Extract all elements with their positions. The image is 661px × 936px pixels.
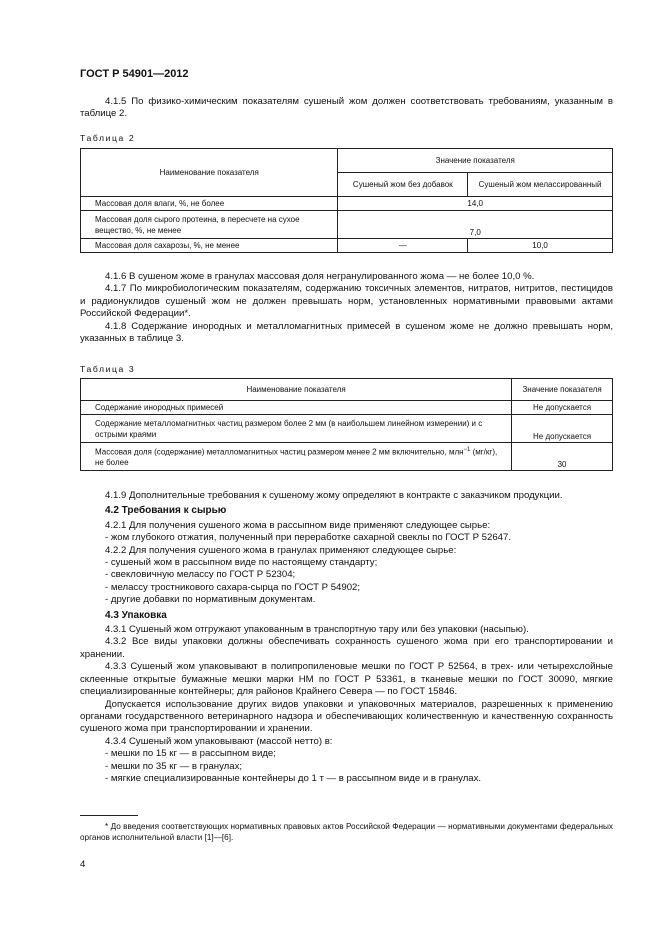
list-item: - мешки по 35 кг — в гранулах;	[105, 760, 243, 772]
table-3-row-1-name: Содержание инородных примесей	[81, 401, 512, 415]
list-item: - свекловичную мелассу по ГОСТ Р 52304;	[105, 569, 296, 581]
table-row	[81, 211, 613, 239]
table-2-row-1-value: 14,0	[338, 197, 613, 211]
table-3-row-3-name-b: (мг/кг), не более	[95, 447, 498, 468]
heading-4-3: 4.3 Упаковка	[105, 609, 167, 621]
table-3	[80, 378, 613, 471]
paragraph-4-1-8: 4.1.8 Содержание инородных и металломагнитных примесей в сушеном жоме не должно превышать норм, указанных в таблице 3.	[80, 320, 613, 345]
table-3-row-3-name-a: Массовая доля (содержание) металломагнитных частиц размером менее 2 мм включительно, млн	[95, 447, 464, 457]
paragraph-4-2-1: 4.2.1 Для получения сушеного жома в рассыпном виде применяют следующее сырье:	[105, 519, 491, 531]
table-2	[80, 148, 613, 253]
section-4-1-6-to-4-1-8	[80, 271, 613, 345]
list-item: - другие добавки по нормативным документам.	[105, 594, 316, 606]
section-4-1-9-to-4-3	[80, 490, 613, 785]
paragraph-4-3-3: 4.3.3 Сушеный жом упаковывают в полипропиленовые мешки по ГОСТ Р 52564, в трех- или четырехслойные склеенные открытые бумажные мешки марки НМ по ГОСТ Р 53361, в тканевые мешки по ГОСТ 30090, мягкие специализированные контейнеры; для районов Крайнего Севера — по ГОСТ 15846.	[80, 661, 613, 698]
table-row	[81, 443, 613, 471]
table-3-row-3-sup: −1	[463, 446, 471, 453]
table-row	[81, 401, 613, 415]
page-number: 4	[80, 859, 86, 870]
paragraph-4-1-7: 4.1.7 По микробиологическим показателям, содержанию токсичных элементов, нитратов, нитритов, пестицидов и радионуклидов сушеный жом не должен превышать норм, установленных нормативными правовыми актами Российской Федерации*.	[80, 283, 613, 320]
table-row	[81, 239, 613, 253]
table-3-row-1-value: Не допускается	[512, 401, 613, 415]
footnote-text: * До введения соответствующих нормативных правовых актов Российской Федерации — нормативными документами федеральных органов исполнительной власти [1]—[6].	[80, 822, 613, 842]
table-2-row-2-value: 7,0	[338, 211, 613, 239]
list-item: - жом глубокого отжатия, полученный при переработке сахарной свеклы по ГОСТ Р 52647.	[105, 532, 511, 544]
paragraph-4-1-9: 4.1.9 Дополнительные требования к сушеному жому определяют в контракте с заказчиком продукции.	[105, 490, 563, 501]
table-2-row-3-col1: —	[338, 239, 468, 253]
paragraph-4-3-2: 4.3.2 Все виды упаковки должны обеспечивать сохранность сушеного жома при его транспортировании и хранении.	[80, 636, 613, 660]
table-row	[81, 415, 613, 443]
table-2-header-value: Значение показателя	[338, 149, 613, 173]
table-2-row-3-name: Массовая доля сахарозы, %, не менее	[81, 239, 338, 253]
table-2-header-col2: Сушеный жом мелассированный	[468, 173, 613, 197]
table-3-header-name: Наименование показателя	[81, 379, 512, 401]
table-2-header-name: Наименование показателя	[81, 149, 338, 197]
table-3-row-2-name: Содержание металломагнитных частиц размером более 2 мм (в наибольшем линейном измерении) и с острыми краями	[81, 415, 512, 443]
table-3-caption: Таблица 3	[80, 364, 136, 374]
table-3-header-value: Значение показателя	[512, 379, 613, 401]
footnote	[80, 821, 613, 843]
paragraph-allowed-packaging: Допускается использование других видов упаковки и упаковочных материалов, разрешенных к применению органами государственного ветеринарного надзора и обеспечивающих количественную и качественную сохранность сушеного жома при транспортировании и хранении.	[80, 698, 613, 735]
document-header: ГОСТ Р 54901—2012	[80, 68, 189, 80]
table-2-row-3-col2: 10,0	[468, 239, 613, 253]
section-4-1-5	[80, 96, 613, 121]
table-2-caption: Таблица 2	[80, 133, 136, 143]
paragraph-4-3-4: 4.3.4 Сушеный жом упаковывают (массой нетто) в:	[105, 735, 333, 747]
list-item: - мешки по 15 кг — в рассыпном виде;	[105, 748, 276, 760]
list-item: - мелассу тростникового сахара-сырца по ГОСТ Р 54902;	[105, 581, 361, 593]
footnote-divider	[80, 815, 138, 816]
heading-4-2: 4.2 Требования к сырью	[105, 505, 227, 517]
table-2-row-2-name: Массовая доля сырого протеина, в пересчете на сухое вещество, %, не менее	[81, 211, 338, 239]
table-3-row-2-value: Не допускается	[512, 415, 613, 443]
paragraph-4-2-2: 4.2.2 Для получения сушеного жома в гранулах применяют следующее сырье:	[105, 544, 457, 556]
paragraph-4-3-1: 4.3.1 Сушеный жом отгружают упакованным в транспортную тару или без упаковки (насыпью).	[105, 624, 529, 636]
table-2-row-1-name: Массовая доля влаги, %, не более	[81, 197, 338, 211]
paragraph-4-1-6: 4.1.6 В сушеном жоме в гранулах массовая доля негранулированного жома — не более 10,0 %.	[105, 271, 535, 282]
table-3-row-3-name	[81, 443, 512, 471]
table-3-row-3-value: 30	[512, 443, 613, 471]
list-item: - сушеный жом в рассыпном виде по настоящему стандарту;	[105, 557, 378, 569]
table-2-header-col1: Сушеный жом без добавок	[338, 173, 468, 197]
paragraph-4-1-5: 4.1.5 По физико-химическим показателям сушеный жом должен соответствовать требованиям, указанным в таблице 2.	[80, 96, 613, 120]
list-item: - мягкие специализированные контейнеры до 1 т — в рассыпном виде и в гранулах.	[105, 772, 482, 784]
table-row	[81, 197, 613, 211]
